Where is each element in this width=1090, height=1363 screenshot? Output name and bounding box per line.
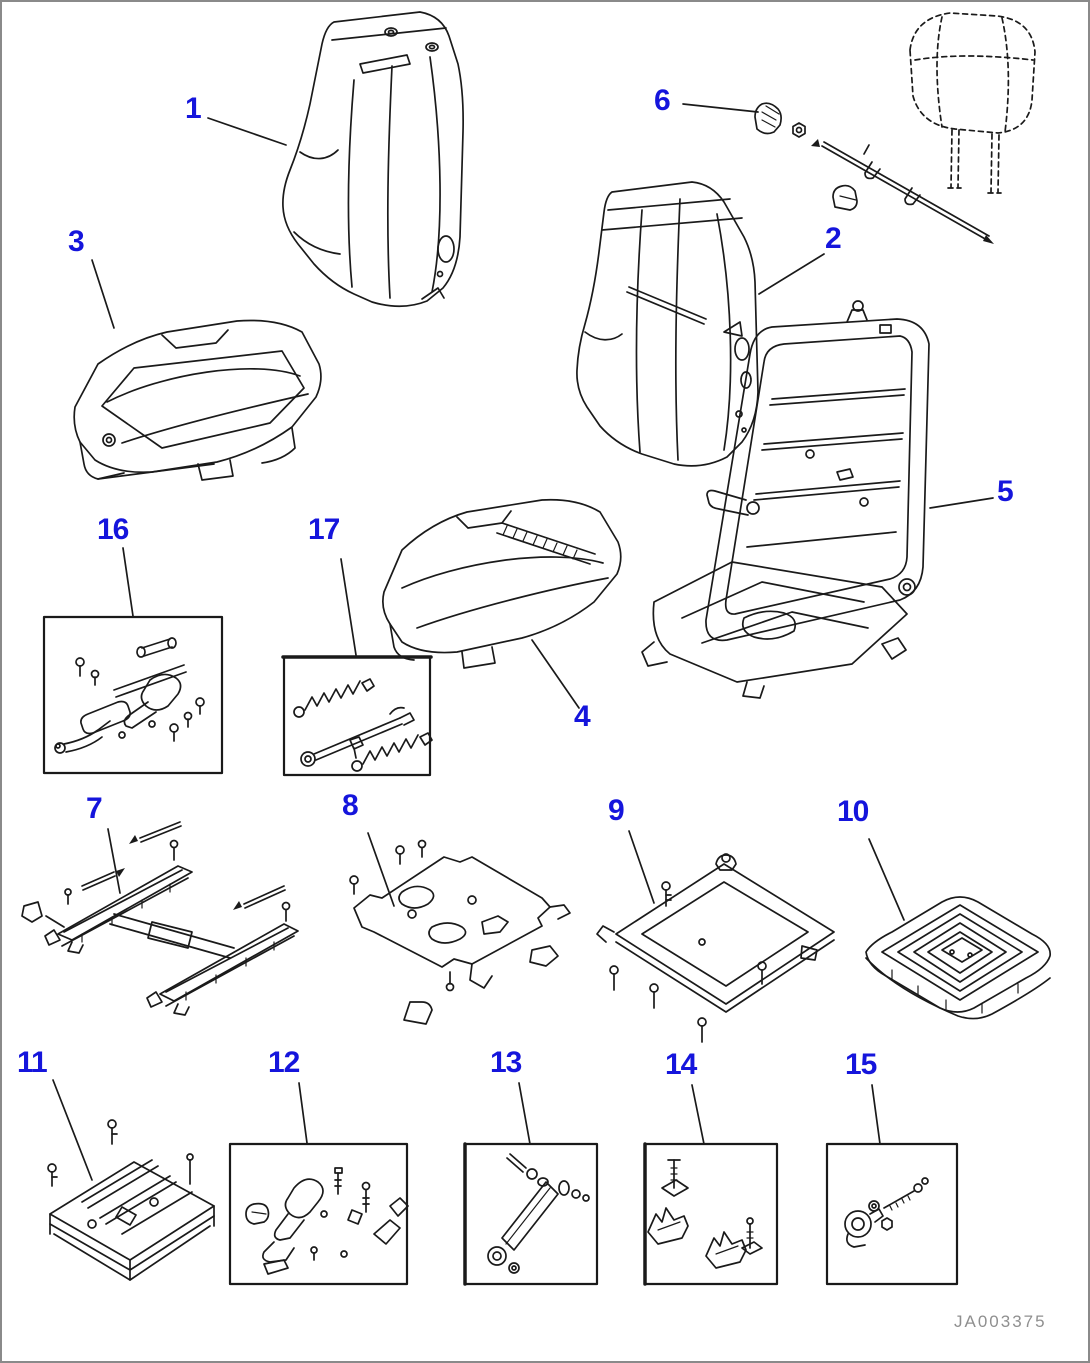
part-13-shock-absorber-kit-drawing: [465, 1144, 597, 1284]
part-9-suspension-frame-drawing: [597, 854, 834, 1042]
callout-label-13[interactable]: 13: [490, 1046, 522, 1079]
part-17-spring-kit-drawing: [283, 657, 432, 775]
callout-label-1[interactable]: 1: [185, 92, 201, 125]
part-2-backrest-drawing: [577, 182, 758, 466]
part-8-mounting-plate-drawing: [350, 841, 570, 1025]
part-10-bellows-drawing: [866, 897, 1050, 1019]
part-6-headrest-hardware-drawing: [755, 13, 1035, 244]
callout-label-16[interactable]: 16: [97, 513, 129, 546]
callout-label-2[interactable]: 2: [825, 222, 841, 255]
callout-label-3[interactable]: 3: [68, 225, 84, 258]
part-16-latch-kit-drawing: [44, 617, 222, 773]
callout-label-8[interactable]: 8: [342, 789, 358, 822]
callout-label-6[interactable]: 6: [654, 84, 670, 117]
headrest-outline: [910, 13, 1035, 193]
callout-label-12[interactable]: 12: [268, 1046, 300, 1079]
callout-label-10[interactable]: 10: [837, 795, 869, 828]
part-5-seat-frame-drawing: [642, 301, 929, 698]
part-7-slide-rails-drawing: [22, 822, 298, 1015]
callout-label-14[interactable]: 14: [665, 1048, 697, 1081]
callout-label-7[interactable]: 7: [86, 792, 102, 825]
part-14-bracket-kit-drawing: [645, 1144, 777, 1284]
callout-label-11[interactable]: 11: [17, 1046, 47, 1079]
exploded-parts-drawing: [2, 2, 1090, 1363]
part-15-knob-kit-drawing: [827, 1144, 957, 1284]
callout-label-17[interactable]: 17: [308, 513, 340, 546]
part-1-backrest-drawing: [283, 12, 463, 306]
part-3-cushion-drawing: [74, 320, 321, 480]
callout-label-5[interactable]: 5: [997, 475, 1013, 508]
part-11-suspension-base-drawing: [48, 1120, 214, 1280]
callout-leader-lines: [53, 104, 993, 1180]
figure-number-watermark: JA003375: [954, 1312, 1047, 1331]
callout-label-9[interactable]: 9: [608, 794, 624, 827]
callout-label-15[interactable]: 15: [845, 1048, 877, 1081]
callout-label-4[interactable]: 4: [574, 700, 590, 733]
part-12-adjuster-kit-drawing: [230, 1144, 408, 1284]
part-4-cushion-drawing: [383, 500, 621, 668]
